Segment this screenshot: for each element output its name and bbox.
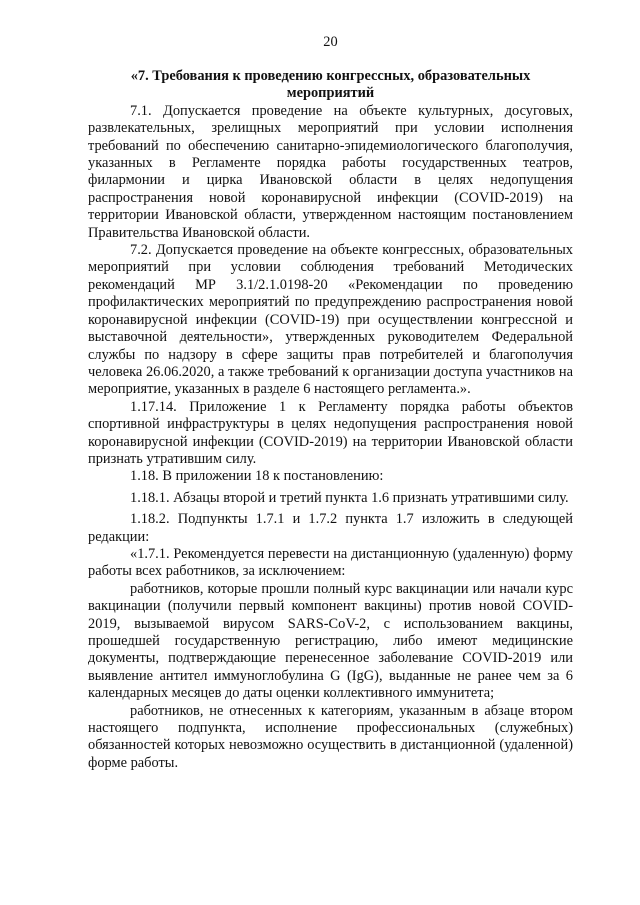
paragraph-1-18-2: 1.18.2. Подпункты 1.7.1 и 1.7.2 пункта 1.7 изложить в следующей редакции: <box>88 511 573 545</box>
paragraph-vaccinated-workers: работников, которые прошли полный курс вакцинации или начали курс вакцинации (получили первый компонент вакцины) против новой COVID-2019, вызываемой вирусом SARS-CoV-2, с использованием вакцины, прошедшей государственную регистрацию, либо имеют медицинские документы, подтверждающие перенесенное заболевание COVID-2019 или выявление антител иммуноглобулина G (IgG), выданные не ранее чем за 6 календарных месяцев до даты оценки коллективного иммунитета; <box>88 580 573 702</box>
paragraph-other-workers: работников, не отнесенных к категориям, указанным в абзаце втором настоящего подпункта, исполнение профессиональных (служебных) обязанностей которых невозможно осуществить в дистанционной (удаленной) форме работы. <box>88 702 573 771</box>
document-page <box>88 34 573 772</box>
paragraph-1-18: 1.18. В приложении 18 к постановлению: <box>130 468 384 485</box>
paragraph-1-18-1: 1.18.1. Абзацы второй и третий пункта 1.6 признать утратившими силу. <box>130 489 569 506</box>
paragraph-1-7-1: «1.7.1. Рекомендуется перевести на дистанционную (удаленную) форму работы всех работников, за исключением: <box>88 545 573 580</box>
paragraph-1-17-14: 1.17.14. Приложение 1 к Регламенту порядка работы объектов спортивной инфраструктуры в целях недопущения распространения новой коронавирусной инфекции (COVID-2019) на территории Ивановской области признать утратившим силу. <box>88 398 573 467</box>
paragraph-7-1: 7.1. Допускается проведение на объекте культурных, досуговых, развлекательных, зрелищных мероприятий при условии исполнения требований по обеспечению санитарно-эпидемиологического благополучия, указанных в Регламенте порядка работы государственных театров, филармонии и цирка Ивановской области в целях недопущения распространения новой коронавирусной инфекции (COVID-2019) на территории Ивановской области, утвержденном настоящим постановлением Правительства Ивановской области. <box>88 102 573 241</box>
paragraph-7-2: 7.2. Допускается проведение на объекте конгрессных, образовательных мероприятий при условии соблюдения требований Методических рекомендаций МР 3.1/2.1.0198-20 «Рекомендации по проведению профилактических мероприятий по предупреждению распространения новой коронавирусной инфекции (COVID-19) при осуществлении конгрессной и выставочной деятельности», утвержденных руководителем Федеральной службы по надзору в сфере защиты прав потребителей и благополучия человека 26.06.2020, а также требований к организации доступа участников на мероприятие, указанных в разделе 6 настоящего регламента.». <box>88 242 573 398</box>
page-number: 20 <box>323 34 338 50</box>
section-heading: «7. Требования к проведению конгрессных, образовательных мероприятий <box>130 68 531 102</box>
